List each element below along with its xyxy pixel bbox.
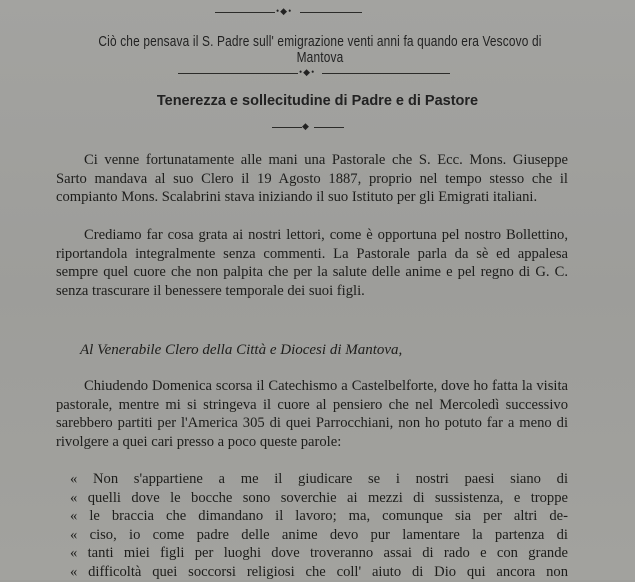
quote-line: « le braccia che dimandano il lavoro; ma, comunque sia per altri de- xyxy=(70,508,568,525)
subheading-rule-right xyxy=(314,127,344,128)
heading-rule-left xyxy=(178,73,298,74)
letter-paragraph-1: Chiudendo Domenica scorsa il Catechismo a Castelbelforte, dove ho fatta la visita pastorale, mentre mi si stringeva il cuore al pensiero che nel Mercoledì successivo sarebbero partiti per l'America 305 di quei Parrocchiani, non ho potuto far a meno di rivolgere a quei cari presso a poco queste parole: xyxy=(56,378,568,450)
subheading-rule-left xyxy=(272,127,302,128)
quote-line: « tanti miei figli per luoghi dove troveranno assai di rado e con grande xyxy=(70,545,568,562)
subheading-ornament: ◆ xyxy=(302,121,310,131)
heading-ornament: •◆• xyxy=(299,67,316,77)
quote-line: « quelli dove le bocche sono soverchie ai mezzi di sussistenza, e troppe xyxy=(70,489,568,506)
intro-paragraph-2: Crediamo far cosa grata ai nostri lettori, come è opportuna pel nostro Bollettino, riportandola integralmente senza commenti. La Pastorale parla da sè ed appalesa sempre quel cuore che non palpita che per la salute delle anime e pel regno di G. C. senza trascurare il benessere temporale dei suoi figli. xyxy=(56,227,568,299)
heading-rule-right xyxy=(322,73,450,74)
quote-line: « ciso, io come padre delle anime devo pur lamentare la partenza di xyxy=(70,526,568,543)
article-subheading: Tenerezza e sollecitudine di Padre e di Pastore xyxy=(156,93,479,109)
article-heading: Ciò che pensava il S. Padre sull' emigrazione venti anni fa quando era Vescovo di Mantova xyxy=(98,34,542,66)
intro-paragraph-1: Ci venne fortunatamente alle mani una Pastorale che S. Ecc. Mons. Giuseppe Sarto mandava al suo Clero il 19 Agosto 1887, proprio nel tempo stesso che il compianto Mons. Scalabrini stava iniziando il suo Istituto per gli Emigrati italiani. xyxy=(56,152,568,206)
quote-line: « difficoltà quei soccorsi religiosi che coll' aiuto di Dio qui ancora non xyxy=(70,563,568,580)
top-rule-right xyxy=(300,12,362,13)
top-rule-left xyxy=(215,12,275,13)
letter-salutation: Al Venerabile Clero della Città e Diocesi di Mantova, xyxy=(80,342,403,358)
letter-quote xyxy=(70,470,568,582)
top-ornament: •◆• xyxy=(276,6,293,16)
quote-line: « Non s'appartiene a me il giudicare se i nostri paesi siano di xyxy=(70,471,568,487)
